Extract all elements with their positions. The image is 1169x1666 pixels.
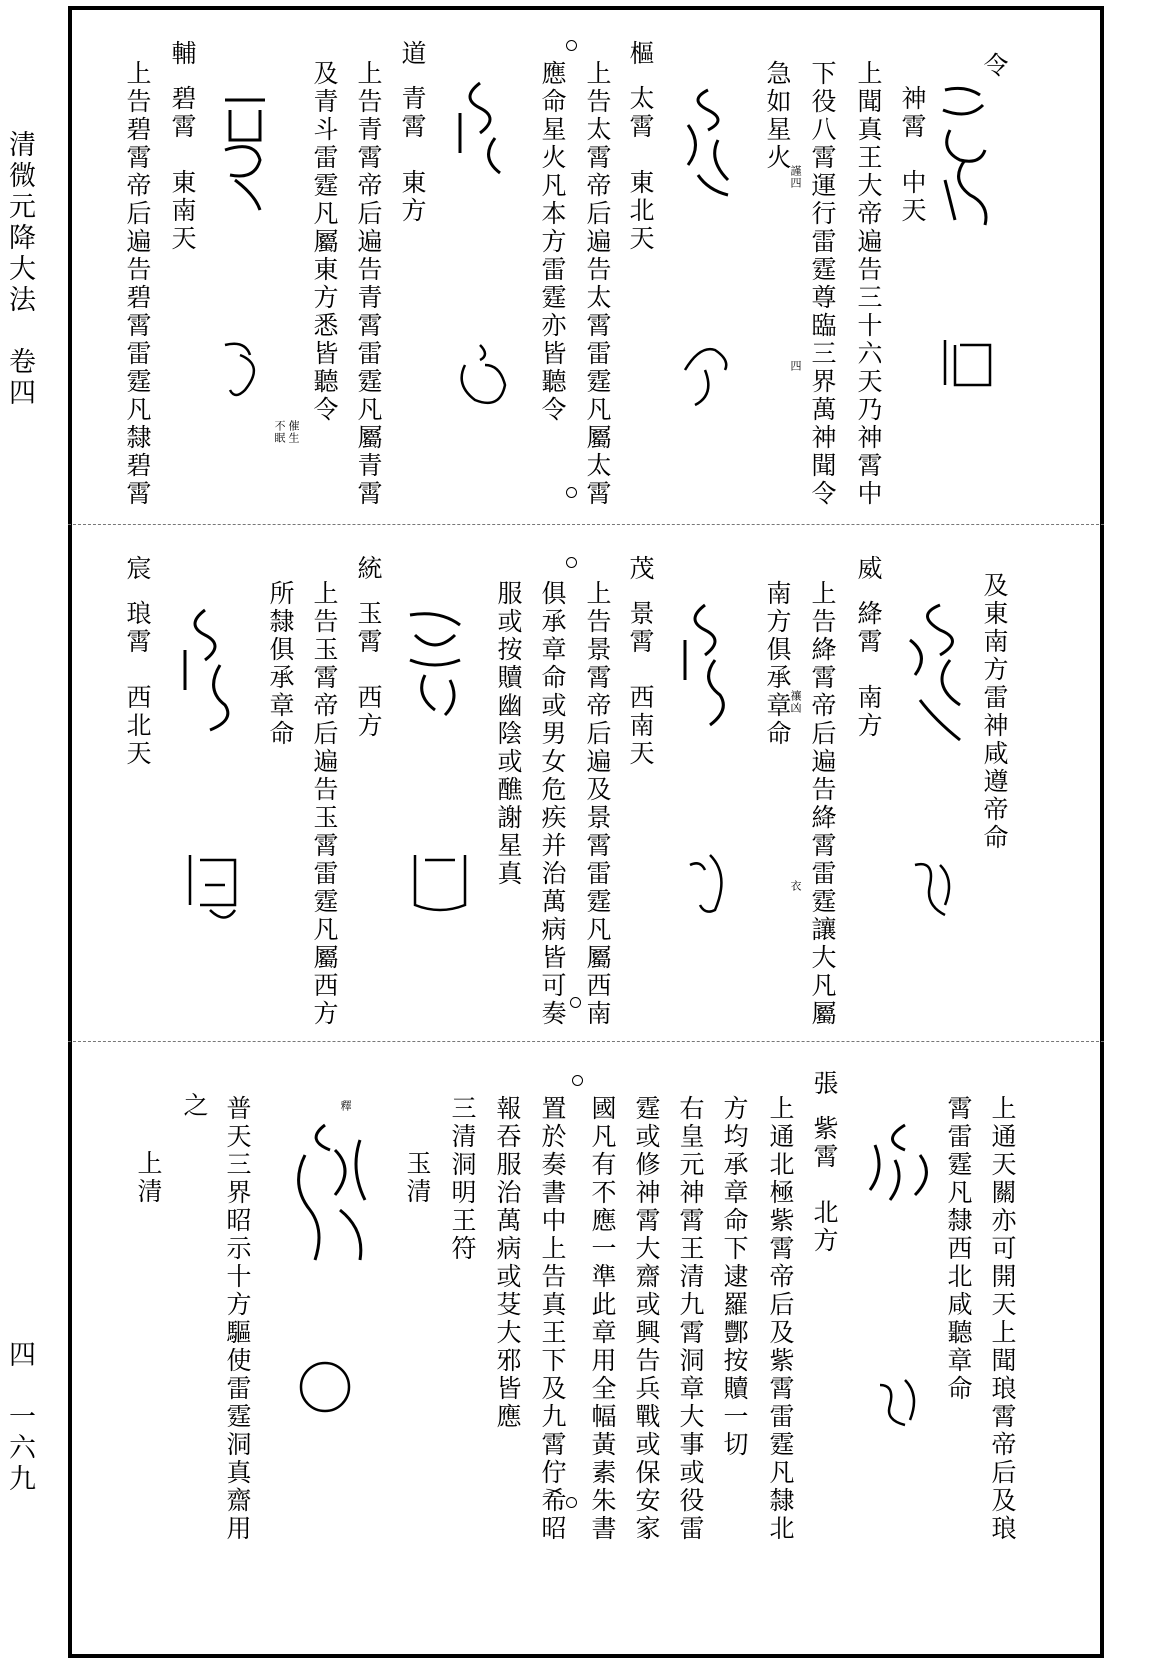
circle-mark: [570, 997, 581, 1008]
talisman-glyph: [940, 335, 1000, 399]
text-column-label: 絳霄 南方: [854, 600, 883, 740]
talisman-seal-jiangxiao: [900, 600, 975, 754]
page-number: 四 一六九: [4, 1340, 35, 1495]
book-title: 清微元降大法 卷四: [4, 130, 35, 409]
text-column: 置於奏書中上告真王下及九霄佇希昭: [538, 1095, 567, 1543]
text-column: 上告太霄帝后遍告太霄雷霆凡屬太霄: [583, 60, 612, 508]
talisman-seal-bixiao: [215, 90, 275, 219]
section-divider-1: [68, 524, 1104, 525]
text-column-label: 玉霄 西方: [354, 600, 383, 740]
text-column: 上告碧霄帝后遍告碧霄雷霆凡隸碧霄: [123, 60, 152, 508]
text-column: 張: [810, 1070, 839, 1098]
text-column-label: 琅霄 西北天: [123, 600, 152, 768]
talisman-seal-yuqing: [290, 1120, 385, 1274]
text-column: 上清: [134, 1150, 163, 1206]
text-column-label: 青霄 東方: [398, 85, 427, 225]
circle-mark: [566, 487, 577, 498]
text-column: 之: [180, 1092, 209, 1120]
small-note: 禳凶: [789, 690, 802, 714]
text-column-label: 太霄 東北天: [626, 85, 655, 253]
circle-seal-icon: [298, 1360, 353, 1419]
section-divider-2: [68, 1041, 1104, 1042]
text-column: 令: [980, 52, 1009, 80]
talisman-seal-qingxiao: [450, 78, 510, 187]
text-column: 上聞真王大帝遍告三十六天乃神霄中: [854, 60, 883, 508]
text-column: 霆或修神霄大齋或興告兵戰或保安家: [632, 1095, 661, 1543]
talisman-seal-yuxiao: [400, 605, 475, 724]
text-column: 及青斗雷霆凡屬東方悉皆聽令: [310, 60, 339, 424]
talisman-seal-shenxiao: [935, 80, 995, 234]
text-column: 茂: [626, 555, 655, 583]
text-column: 上告玉霄帝后遍告玉霄雷霆凡屬西方: [310, 580, 339, 1028]
text-column: 及東南方雷神咸遵帝命: [980, 572, 1009, 852]
text-column-label: 景霄 西南天: [626, 600, 655, 768]
small-note: 不眠: [273, 420, 286, 444]
text-column-label: 紫霄 北方: [810, 1115, 839, 1255]
circle-mark: [566, 557, 577, 568]
small-note: 謹四: [789, 165, 802, 189]
talisman-seal-zixiao: [865, 1120, 945, 1209]
text-column: 所隸俱承章命: [266, 580, 295, 748]
text-column: 急如星火: [763, 60, 792, 172]
small-note: 釋: [339, 1100, 352, 1112]
text-column: 上告青霄帝后遍告青霄雷霆凡屬青霄: [354, 60, 383, 508]
talisman-glyph: [905, 855, 965, 924]
text-column: 上通天關亦可開天上聞琅霄帝后及琅: [988, 1095, 1017, 1543]
text-column: 宸: [123, 555, 152, 583]
talisman-seal-jingxiao: [675, 600, 735, 734]
circle-mark: [566, 40, 577, 51]
text-column-label: 碧霄 東南天: [168, 85, 197, 253]
text-column: 霄雷霆凡隸西北咸聽章命: [944, 1095, 973, 1403]
talisman-glyph: [675, 340, 735, 414]
text-column: 服或按贖幽陰或醮謝星真: [494, 580, 523, 888]
text-column: 下役八霄運行雷霆尊臨三界萬神聞令: [808, 60, 837, 508]
text-column: 方均承章命下逮羅酆按贖一切: [720, 1095, 749, 1459]
text-column: 威: [854, 555, 883, 583]
text-column: 南方俱承章命: [763, 580, 792, 748]
text-column: 應命星火凡本方雷霆亦皆聽令: [538, 60, 567, 424]
circle-mark: [566, 1497, 577, 1508]
talisman-seal-langxiao: [175, 605, 240, 739]
talisman-seal-taixiao: [678, 85, 738, 204]
text-column: 玉清: [403, 1150, 432, 1206]
talisman-glyph: [410, 850, 470, 919]
talisman-glyph: [455, 340, 515, 414]
text-column: 上告絳霄帝后遍告絳霄雷霆讓大凡屬: [808, 580, 837, 1028]
text-column-label: 神霄 中天: [898, 85, 927, 225]
text-column: 普天三界昭示十方驅使雷霆洞真齋用: [223, 1095, 252, 1543]
text-column: 國凡有不應一準此章用全幅黃素朱書: [588, 1095, 617, 1543]
talisman-glyph: [685, 850, 735, 924]
text-column: 右皇元神霄王清九霄洞章大事或役雷: [676, 1095, 705, 1543]
small-note: 四: [789, 360, 802, 372]
text-column: 上告景霄帝后遍及景霄雷霆凡屬西南: [583, 580, 612, 1028]
small-note: 衣: [789, 880, 802, 892]
text-column: 樞: [626, 40, 655, 68]
text-column: 三清洞明王符: [448, 1095, 477, 1263]
talisman-glyph: [875, 1375, 925, 1434]
text-column: 上通北極紫霄帝后及紫霄雷霆凡隸北: [766, 1095, 795, 1543]
circle-mark: [572, 1075, 583, 1086]
text-column: 道: [398, 40, 427, 68]
small-note: 催生: [287, 420, 300, 444]
talisman-glyph: [220, 335, 275, 404]
text-column: 報吞服治萬病或芟大邪皆應: [493, 1095, 522, 1431]
text-column: 輔: [168, 40, 197, 68]
text-column: 俱承章命或男女危疾并治萬病皆可奏: [538, 580, 567, 1028]
talisman-glyph: [185, 850, 245, 929]
text-column: 統: [354, 555, 383, 583]
